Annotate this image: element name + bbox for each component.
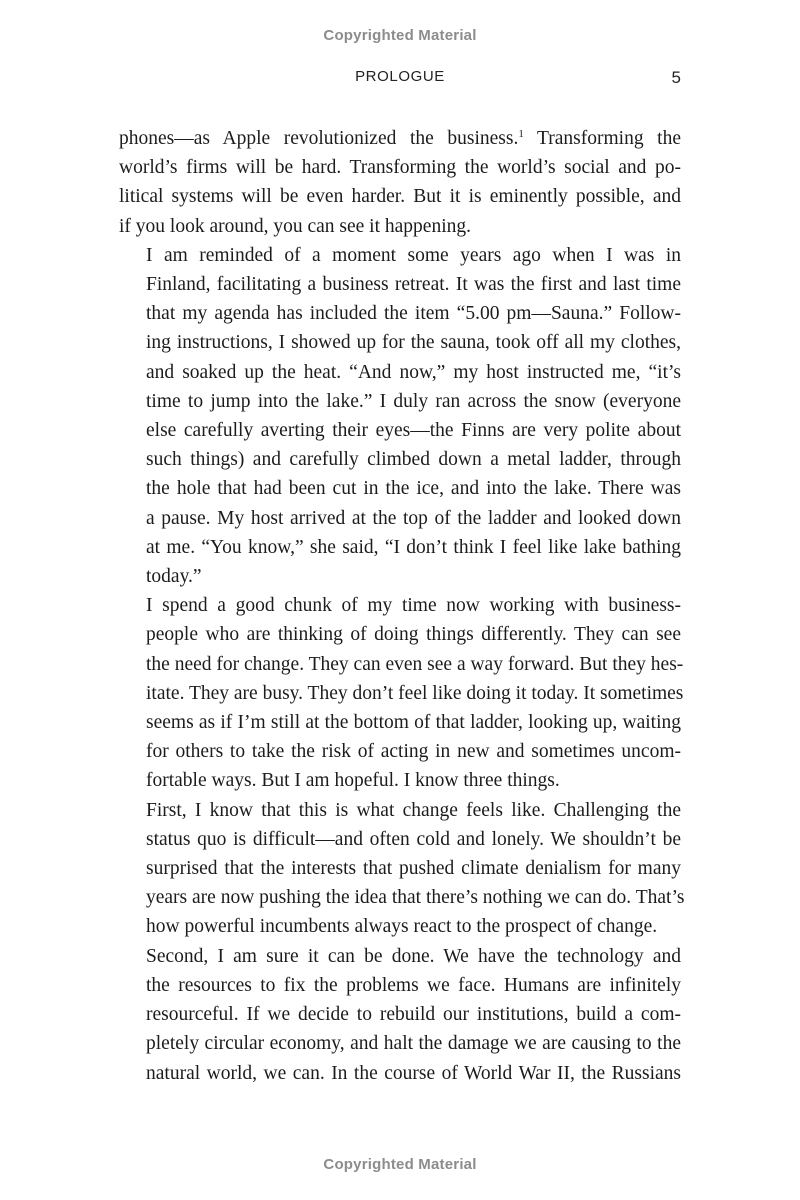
watermark-top: Copyrighted Material xyxy=(323,27,477,44)
text-segment: Transforming the xyxy=(523,128,682,149)
text-line: I am reminded of a moment some years ago when I was in xyxy=(146,244,681,266)
paragraph-1 xyxy=(119,124,681,241)
text-line: Finland, facilitating a business retreat. It was the first and last time xyxy=(146,274,681,296)
text-line: fortable ways. But I am hopeful. I know three things. xyxy=(146,770,560,792)
watermark-bottom: Copyrighted Material xyxy=(323,1156,477,1173)
text-line: that my agenda has included the item “5.00 pm—Sauna.” Follow- xyxy=(146,303,681,325)
paragraph-4 xyxy=(119,796,685,942)
text-line: the hole that had been cut in the ice, and into the lake. There was xyxy=(146,478,681,500)
text-line: surprised that the interests that pushed climate denialism for many xyxy=(146,858,681,880)
text-line: the resources to fix the problems we face. Humans are infinitely xyxy=(146,974,681,996)
running-head xyxy=(0,68,800,92)
paragraph-2 xyxy=(119,241,681,591)
text-line: seems as if I’m still at the bottom of that ladder, looking up, waiting xyxy=(146,712,681,734)
text-line: litical systems will be even harder. But it is eminently possible, and xyxy=(119,186,681,208)
text-line: how powerful incumbents always react to the prospect of change. xyxy=(146,916,658,938)
text-line: time to jump into the lake.” I duly ran across the snow (everyone xyxy=(146,390,681,412)
text-line: the need for change. They can even see a way forward. But they hes- xyxy=(146,653,684,675)
text-line: natural world, we can. In the course of World War II, the Russians xyxy=(146,1062,681,1084)
text-line: people who are thinking of doing things differently. They can see xyxy=(146,624,681,646)
page-number: 5 xyxy=(671,68,681,87)
text-line: world’s firms will be hard. Transforming the world’s social and po- xyxy=(119,157,681,179)
text-line: ing instructions, I showed up for the sauna, took off all my clothes, xyxy=(146,332,681,354)
body-text xyxy=(119,124,685,1088)
text-line: else carefully averting their eyes—the Finns are very polite about xyxy=(146,420,681,442)
running-title: PROLOGUE xyxy=(355,68,445,85)
text-line: and soaked up the heat. “And now,” my host instructed me, “it’s xyxy=(146,361,681,383)
footnote-ref[interactable]: 1 xyxy=(518,128,524,140)
text-line: such things) and carefully climbed down a metal ladder, through xyxy=(146,449,681,471)
text-line: resourceful. If we decide to rebuild our institutions, build a com- xyxy=(146,1004,681,1026)
text-line: First, I know that this is what change feels like. Challenging the xyxy=(146,799,681,821)
text-line xyxy=(119,124,681,153)
text-line: pletely circular economy, and halt the damage we are causing to the xyxy=(146,1033,681,1055)
paragraph-3 xyxy=(119,591,684,795)
text-line: for others to take the risk of acting in new and sometimes uncom- xyxy=(146,741,681,763)
text-line: Second, I am sure it can be done. We have the technology and xyxy=(146,945,681,967)
text-segment: phones—as Apple revolutionized the business. xyxy=(119,128,519,149)
paragraph-5 xyxy=(119,942,681,1088)
text-line: status quo is difficult—and often cold and lonely. We shouldn’t be xyxy=(146,828,681,850)
text-line: if you look around, you can see it happening. xyxy=(119,215,471,237)
text-line: today.” xyxy=(146,566,202,588)
text-line: I spend a good chunk of my time now working with business- xyxy=(146,595,681,617)
text-line: a pause. My host arrived at the top of the ladder and looked down xyxy=(146,507,681,529)
text-line: itate. They are busy. They don’t feel like doing it today. It sometimes xyxy=(146,682,684,704)
text-line: years are now pushing the idea that there’s nothing we can do. That’s xyxy=(146,887,685,909)
text-line: at me. “You know,” she said, “I don’t think I feel like lake bathing xyxy=(146,536,681,558)
